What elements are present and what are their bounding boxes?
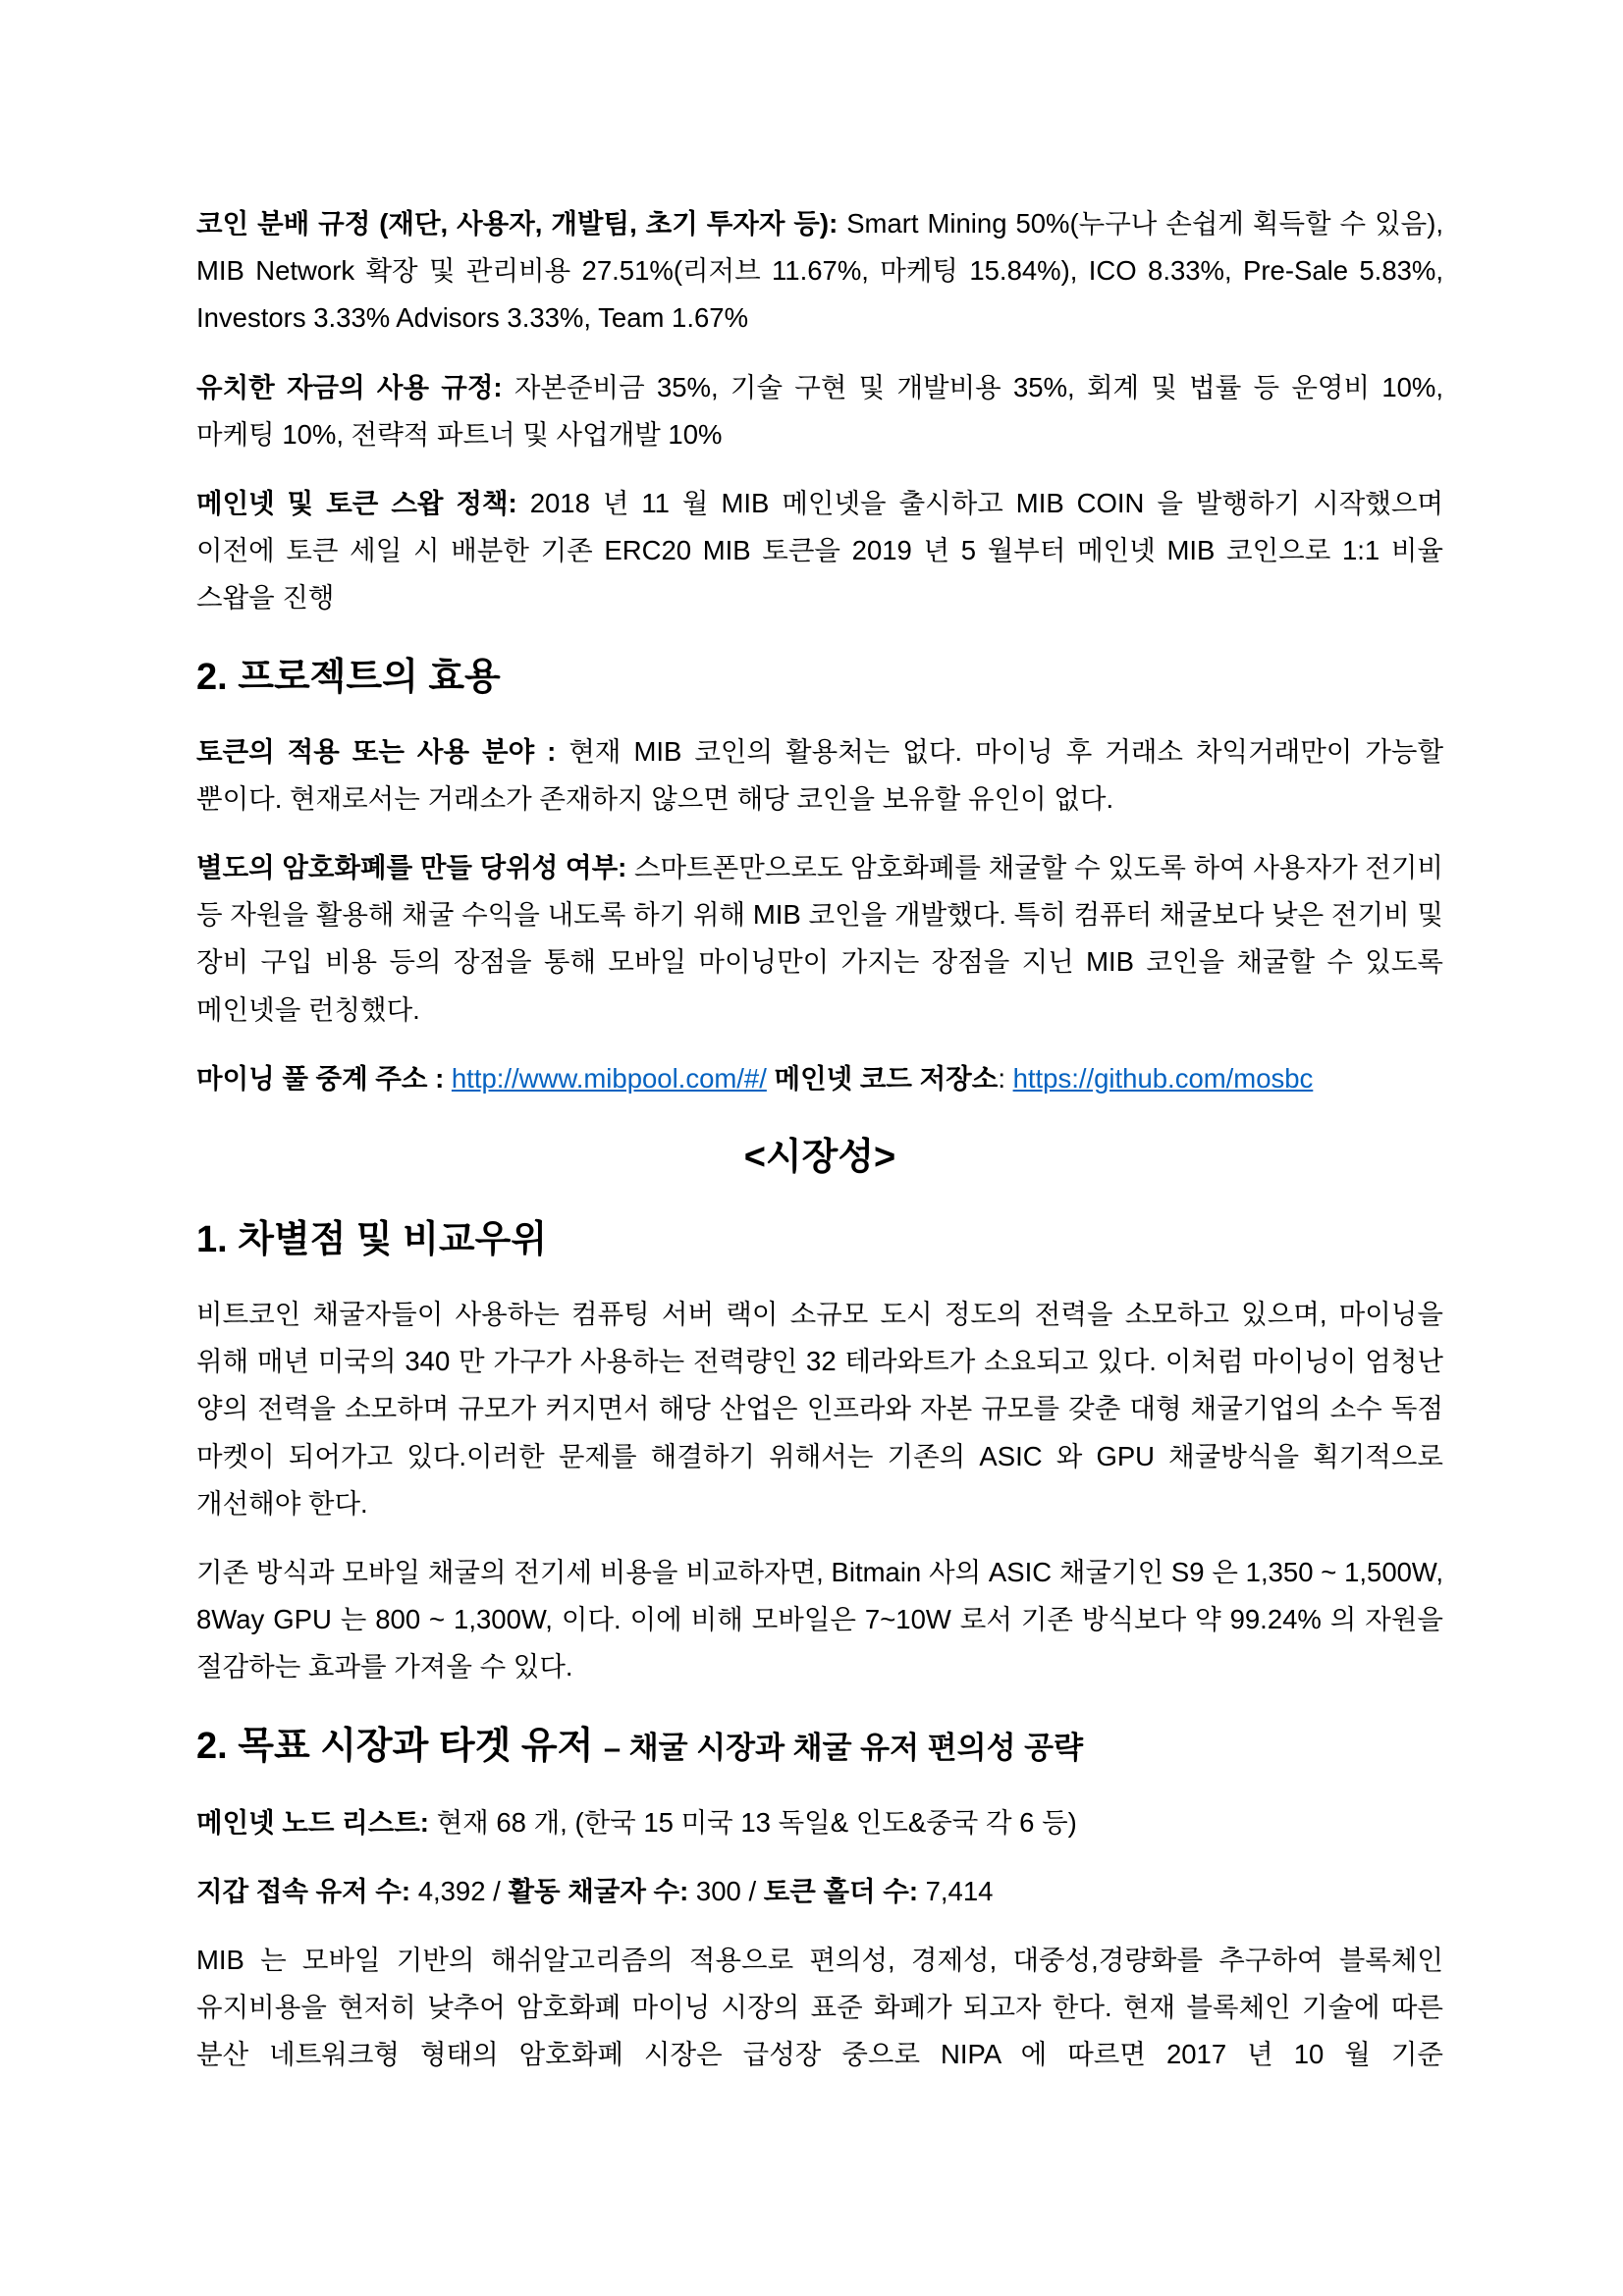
fund-usage-text: 자본준비금 35%, 기술 구현 및 개발비용 35%, 회계 및 법률 등 운영비 10%, 마케팅 10%, 전략적 파트너 및 사업개발 10%: [196, 371, 1443, 450]
rationale-text: 스마트폰만으로도 암호화폐를 채굴할 수 있도록 하여 사용자가 전기비 등 자원을 활용해 채굴 수익을 내도록 하기 위해 MIB 코인을 개발했다. 특히 컴퓨터 채굴보다 낮은 전기비 및 장비 구입 비용 등의 장점을 통해 모바일 마이닝만이 가지는 장점을 지닌 MIB 코인을 채굴할 수 있도록 메인넷을 런칭했다.: [196, 852, 1443, 1025]
target-market-heading-subtitle: – 채굴 시장과 채굴 유저 편의성 공략: [603, 1730, 1084, 1765]
market-overview-paragraph: MIB 는 모바일 기반의 해쉬알고리즘의 적용으로 편의성, 경제성, 대중성,경량화를 추구하여 블록체인 유지비용을 현저히 낮추어 암호화폐 마이닝 시장의 표준 화폐가 되고자 한다. 현재 블록체인 기술에 따른 분산 네트워크형 형태의 암호화폐 시장은 급성장 중으로 NIPA 에 따르면 2017 년 10 월 기준: [196, 1945, 1443, 2070]
coin-distribution-label: 코인 분배 규정 (재단, 사용자, 개발팀, 초기 투자자 등):: [196, 208, 839, 239]
user-stats-paragraph: [196, 1868, 1443, 1915]
token-holders-value: 7,414: [925, 1875, 994, 1906]
mainnet-swap-text: 2018 년 11 월 MIB 메인넷을 출시하고 MIB COIN 을 발행하기 시작했으며 이전에 토큰 세일 시 배분한 기존 ERC20 MIB 토큰을 2019 년 5 월부터 메인넷 MIB 코인으로 1:1 비율 스왑을 진행: [196, 488, 1443, 614]
links-paragraph: [196, 1055, 1443, 1102]
target-market-heading-title: 2. 목표 시장과 타겟 유저: [196, 1725, 594, 1767]
token-use-paragraph: [196, 728, 1443, 823]
rationale-label: 별도의 암호화폐를 만들 당위성 여부:: [196, 852, 627, 883]
page-content: [196, 200, 1443, 2101]
target-market-heading: [196, 1719, 1443, 1776]
stats-separator: /: [493, 1875, 501, 1906]
mining-pool-label: 마이닝 풀 중계 주소 :: [196, 1062, 445, 1094]
rationale-paragraph: [196, 844, 1443, 1034]
token-use-label: 토큰의 적용 또는 사용 분야 :: [196, 735, 557, 767]
active-miners-label: 활동 채굴자 수:: [508, 1875, 689, 1906]
node-list-paragraph: [196, 1799, 1443, 1846]
code-repository-label: 메인넷 코드 저장소: [774, 1062, 999, 1094]
active-miners-value: 300: [695, 1875, 741, 1906]
coin-distribution-paragraph: [196, 200, 1443, 343]
token-holders-label: 토큰 홀더 수:: [763, 1875, 918, 1906]
cost-comparison-paragraph: 기존 방식과 모바일 채굴의 전기세 비용을 비교하자면, Bitmain 사의 ASIC 채굴기인 S9 은 1,350 ~ 1,500W, 8Way GPU 는 800 ~ 1,300W, 이다. 이에 비해 모바일은 7~10W 로서 기존 방식보다 약 99.24% 의 자원을 절감하는 효과를 가져올 수 있다.: [196, 1557, 1443, 1682]
mainnet-swap-paragraph: [196, 480, 1443, 622]
node-list-text: 현재 68 개, (한국 15 미국 13 독일& 인도&중국 각 6 등): [436, 1806, 1077, 1838]
stats-separator: /: [748, 1875, 757, 1906]
mainnet-swap-label: 메인넷 및 토큰 스왑 정책:: [196, 488, 517, 519]
fund-usage-paragraph: [196, 364, 1443, 458]
marketability-title: <시장성>: [743, 1137, 896, 1179]
differentiation-paragraph: 비트코인 채굴자들이 사용하는 컴퓨팅 서버 랙이 소규모 도시 정도의 전력을 소모하고 있으며, 마이닝을 위해 매년 미국의 340 만 가구가 사용하는 전력량인 32 테라와트가 소요되고 있다. 이처럼 마이닝이 엄청난 양의 전력을 소모하며 규모가 커지면서 해당 산업은 인프라와 자본 규모를 갖춘 대형 채굴기업의 소수 독점 마켓이 되어가고 있다.이러한 문제를 해결하기 위해서는 기존의 ASIC 와 GPU 채굴방식을 획기적으로 개선해야 한다.: [196, 1299, 1443, 1519]
project-utility-heading: 2. 프로젝트의 효용: [196, 656, 501, 698]
wallet-users-label: 지갑 접속 유저 수:: [196, 1875, 411, 1906]
code-repository-link[interactable]: https://github.com/mosbc: [1012, 1062, 1314, 1094]
wallet-users-value: 4,392: [417, 1875, 486, 1906]
code-repository-colon: :: [998, 1062, 1005, 1094]
differentiation-heading: 1. 차별점 및 비교우위: [196, 1219, 548, 1261]
coin-distribution-text: Smart Mining 50%(누구나 손쉽게 획득할 수 있음), MIB Network 확장 및 관리비용 27.51%(리저브 11.67%, 마케팅 15.84%), ICO 8.33%, Pre-Sale 5.83%, Investors 3.33% Advisors 3.33%, Team 1.67%: [196, 208, 1443, 334]
mining-pool-link[interactable]: http://www.mibpool.com/#/: [451, 1062, 767, 1094]
node-list-label: 메인넷 노드 리스트:: [196, 1806, 429, 1838]
token-use-text: 현재 MIB 코인의 활용처는 없다. 마이닝 후 거래소 차익거래만이 가능할 뿐이다. 현재로서는 거래소가 존재하지 않으면 해당 코인을 보유할 유인이 없다.: [196, 735, 1444, 814]
fund-usage-label: 유치한 자금의 사용 규정:: [196, 371, 503, 402]
